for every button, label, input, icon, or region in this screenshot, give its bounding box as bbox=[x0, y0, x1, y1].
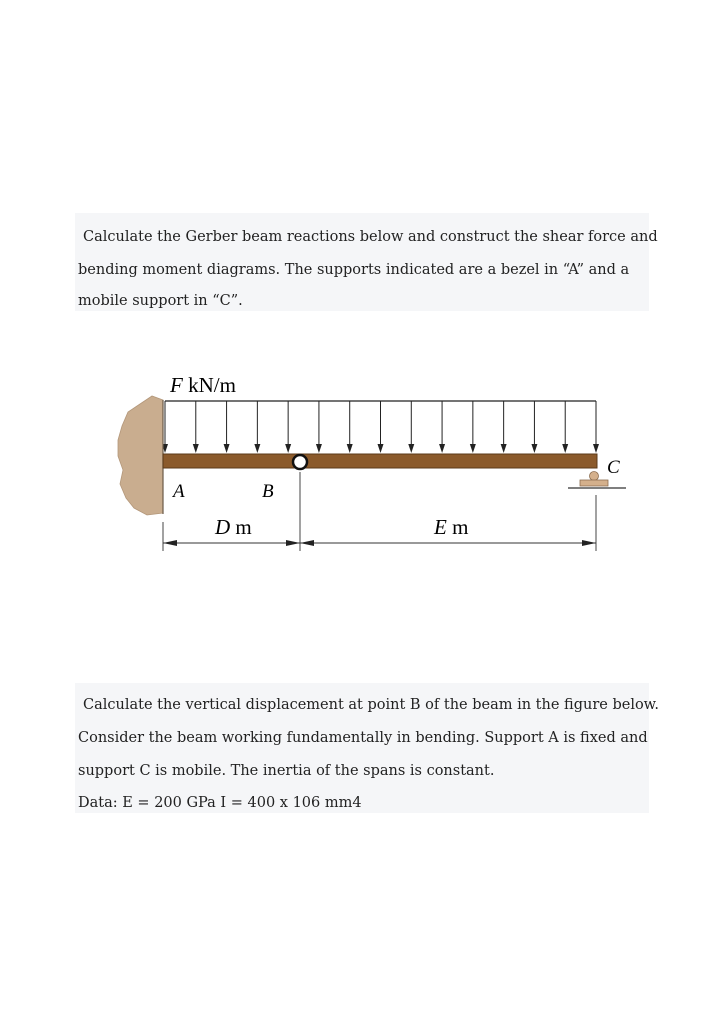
load-arrow-head bbox=[378, 444, 384, 453]
load-unit: kN/m bbox=[182, 373, 236, 397]
beam bbox=[163, 454, 597, 468]
hinge-b bbox=[293, 455, 307, 469]
load-arrow-head bbox=[285, 444, 291, 453]
span-d-symbol: D bbox=[215, 515, 231, 539]
problem-2-line-2: Consider the beam working fundamentally in bending. Support A is fixed and bbox=[78, 730, 648, 746]
load-arrow-head bbox=[408, 444, 414, 453]
span-d-arrow-right bbox=[286, 540, 300, 546]
span-d-arrow-left bbox=[163, 540, 177, 546]
problem-2-line-1: Calculate the vertical displacement at point B of the beam in the figure below. bbox=[83, 697, 659, 713]
problem-2-line-4: Data: E = 200 GPa I = 400 x 106 mm4 bbox=[78, 795, 362, 811]
label-a: A bbox=[173, 481, 185, 502]
load-arrow-head bbox=[224, 444, 230, 453]
fixed-wall-support bbox=[118, 396, 163, 515]
load-label bbox=[169, 373, 236, 397]
problem-1-line-3: mobile support in “C”. bbox=[78, 293, 243, 309]
span-e-symbol: E bbox=[434, 515, 447, 539]
span-e-label bbox=[433, 515, 468, 539]
load-arrow-head bbox=[531, 444, 537, 453]
problem-2-text bbox=[75, 683, 659, 813]
roller-support-base bbox=[580, 480, 608, 486]
load-arrow-head bbox=[470, 444, 476, 453]
distributed-load-arrows bbox=[162, 401, 599, 453]
load-arrow-head bbox=[439, 444, 445, 453]
label-b: B bbox=[262, 481, 274, 502]
span-e-arrow-left bbox=[300, 540, 314, 546]
load-arrow-head bbox=[593, 444, 599, 453]
span-e-arrow-right bbox=[582, 540, 596, 546]
span-d-unit: m bbox=[230, 515, 252, 539]
span-e-unit: m bbox=[446, 515, 469, 539]
load-symbol: F bbox=[170, 373, 183, 397]
span-d-label bbox=[214, 515, 252, 539]
roller-wheel bbox=[590, 472, 599, 481]
label-c: C bbox=[607, 457, 620, 478]
problem-2-line-3: support C is mobile. The inertia of the spans is constant. bbox=[78, 763, 495, 779]
problem-1-line-2: bending moment diagrams. The supports indicated are a bezel in “A” and a bbox=[78, 262, 630, 278]
load-arrow-head bbox=[193, 444, 199, 453]
load-arrow-head bbox=[254, 444, 260, 453]
load-arrow-head bbox=[501, 444, 507, 453]
load-arrow-head bbox=[316, 444, 322, 453]
load-arrow-head bbox=[562, 444, 568, 453]
load-arrow-head bbox=[347, 444, 353, 453]
problem-1-line-1: Calculate the Gerber beam reactions below and construct the shear force and bbox=[83, 229, 658, 245]
